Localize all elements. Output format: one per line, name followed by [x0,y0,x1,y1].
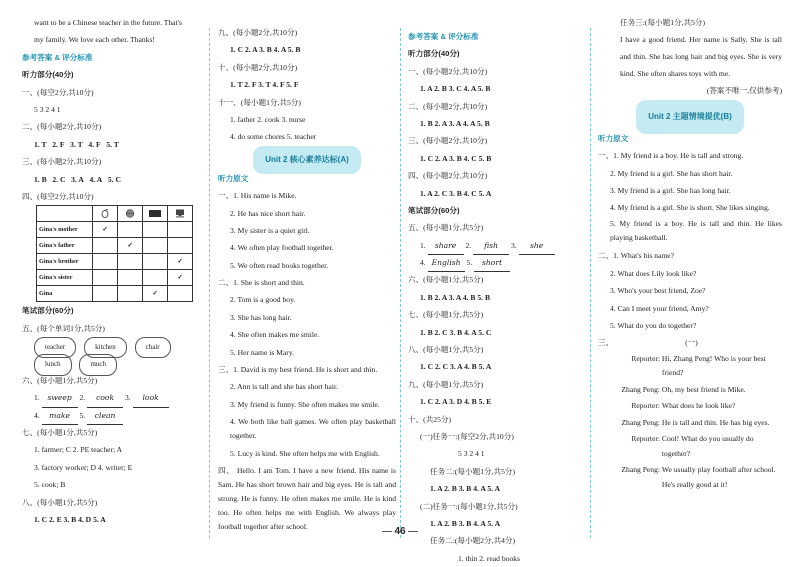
handwritten-word: short [474,254,510,272]
answer-row [22,354,200,371]
script-line: 2. My friend is a girl. She has short hair. [610,168,733,178]
answer: 1. C 2. A 3. D 4. B 5. E [420,397,492,407]
page-number: 46 [375,526,425,537]
script-line: 5. What do you do together? [610,320,697,330]
word-bubble: much [79,354,117,375]
question-title: 一、(每空2分,共10分) [22,87,94,97]
section-title: 听力部分(40分) [22,70,74,80]
script-line: 2. Tom is a good boy. [230,295,296,305]
answer: 5 3 2 4 1 [34,104,61,114]
question-title: 五、(每个单词1分,共5分) [22,323,105,333]
word-bubble: lunch [34,354,72,375]
answer-row [22,337,200,354]
unit-banner-wrap [218,146,396,170]
question-title: 二、(每小题2分,共10分) [408,101,488,111]
answer-header: 参考答案 & 评分标准 [408,32,479,41]
task-title: 任务二:(每小题2分,共4分) [430,536,516,546]
answer: 1. farmer; C 2. PE teacher; A [34,445,123,455]
speaker: Zhang Peng: [621,384,660,394]
dialogue-line [598,399,782,414]
question-title: 九、(每小题2分,共10分) [218,28,298,37]
speaker: Reporter: [631,401,660,411]
answer: 2. C [52,174,66,184]
handwritten-word: she [519,237,555,255]
question-title: 五、(每小题1分,共5分) [408,223,484,233]
handwritten-word: look [133,389,169,407]
question-title: 六、(每小题1分,共5分) [22,375,98,385]
question-title: 七、(每小题1分,共5分) [408,310,484,320]
utterance: Oh, my best friend is Mike. [661,384,746,394]
task-title: 任务三:(每小题1分,共5分) [620,18,706,27]
script-line: 2. He has nice short hair. [230,208,306,218]
model-answer: I have a good friend. Her name is Sally. She is tall and thin. She has long hair and big eyes. She is very kind. She often shares toys with me. [620,35,782,79]
script-line: 3. My sister is a quiet girl. [230,225,310,235]
answer-row: 4. English 5. short [408,254,586,271]
script-paragraph: 四、 Hello. I am Tom. I have a new friend. His name is Sam. He has short brown hair and big eyes. He is tall and strong. He is funny. He often makes me smile. He is kind too. He often helps me with English. We always play football together after school. [218,465,396,531]
question-title: 七、(每小题1分,共5分) [22,428,98,438]
script-line: 5. My friend is a boy. He is tall and thin. He likes playing basketball. [610,219,782,243]
answer: 1. A 2. B 3. B 4. A 5. A [430,518,501,528]
script-line [598,334,782,351]
answer: 1. B [34,174,47,184]
script-header: 听力原文 [218,173,249,183]
question-title: 四、(每小题2分,共10分) [408,171,488,181]
answer-row [22,136,200,153]
dialogue [598,352,782,493]
answer: 1. C 2. A 3. B 4. A 5. B [230,45,301,55]
note: (答案不唯一,仅供参考) [706,86,782,96]
table-row-label: Gina [37,286,93,302]
script-line: 三、1. David is my best friend. He is short and thin. [218,365,378,375]
script-line: 2. What does Lily look like? [610,268,697,278]
answer: 1. C 2. A 3. B 4. C 5. B [420,153,492,163]
utterance: He is tall and thin. He has big eyes. [661,417,770,427]
question-title: 八、(每小题1分,共5分) [22,497,98,507]
text-line: my family. We love each other. Thanks! [34,35,155,45]
handwritten-word: sweep [42,389,78,407]
question-title: 一、(每小题2分,共10分) [408,66,488,76]
unit-banner: Unit 2 主题情境提优(B) [636,100,744,134]
handwritten-word: clean [87,407,123,425]
answer-row [22,171,200,188]
script-line: 3. She has long hair. [230,312,292,322]
script-line: 4. My friend is a girl. She is short. She likes singing. [610,203,770,213]
answer: 5 3 2 4 1 [458,449,485,459]
column-divider [590,28,591,538]
script-line: 一、1. My friend is a boy. He is tall and strong. [598,151,744,161]
question-title: 四、(每空2分,共10分) [22,191,94,201]
word-bubble: kitchen [84,337,127,358]
answer: 1. father 2. cook 3. nurse [230,114,306,124]
column-divider [400,28,401,538]
blackboard-icon [143,206,168,222]
dialogue-line [598,416,782,431]
section-title: 笔试部分(60分) [22,306,74,316]
column-4 [598,0,782,492]
section-number: 三、 [598,338,614,348]
task-title: 任务二:(每小题1分,共5分) [430,466,516,476]
question-title: 三、(每小题2分,共10分) [22,157,102,167]
dialogue-line [598,463,782,492]
table-row-label: Gina's brother [37,254,93,270]
answer: 1. C 2. E 3. B 4. D 5. A [34,514,106,524]
script-line: 3. My friend is a girl. She has long hair. [610,185,731,195]
unit-banner: Unit 2 核心素养达标(A) [253,146,361,174]
answer: 1. B 2. A 3. A 4. B 5. B [420,292,491,302]
table-row-label: Gina's sister [37,270,93,286]
question-title: 九、(每小题1分,共5分) [408,379,484,389]
script-line: 二、1. What's his name? [598,251,675,261]
speaker: Zhang Peng: [621,417,660,427]
utterance: We usually play football after school. He's really good at it! [661,465,776,489]
answer: 1. T [34,139,47,149]
answer: 1. B 2. A 3. A 4. A 5. B [420,118,490,128]
violin-icon [93,206,118,222]
script-line: 4. We both like ball games. We often play basketball together. [230,417,396,441]
answer: 3. A [71,174,84,184]
column-1 [22,0,200,528]
question-title: 八、(每小题1分,共5分) [408,345,484,355]
script-line: 5. We often read books together. [230,260,329,270]
answer-row: 1. share 2. fish 3. she [408,237,586,254]
computer-icon [168,206,193,222]
answer: 1. A 2. B 3. B 4. A 5. A [430,484,501,494]
task-title: (二)任务一:(每小题1分,共5分) [420,501,518,511]
answer-header: 参考答案 & 评分标准 [22,52,93,62]
answer: 4. A [89,174,103,184]
word-bubble: teacher [34,337,76,358]
handwritten-word: share [428,237,464,255]
answer: 1. A 2. B 3. C 4. A 5. B [420,84,491,94]
answer-row: 4. make 5. clean [22,407,200,424]
script-line: 5. Her name is Mary. [230,347,295,357]
answer: 2. F [52,139,65,149]
handwritten-word: English [428,254,465,272]
unit-banner-wrap [598,100,782,130]
dialogue-line [598,383,782,398]
script-line: 一、1. His name is Mike. [218,191,297,201]
answer: 1. A 2. C 3. B 4. C 5. A [420,188,492,198]
speaker: Reporter: [631,353,660,363]
script-line: 二、1. She is short and thin. [218,278,305,288]
question-title: 十、(共25分) [408,414,452,424]
question-title: 六、(每小题1分,共5分) [408,275,484,285]
question-title: 三、(每小题2分,共10分) [408,136,488,146]
column-divider [209,28,210,538]
table-row-label: Gina's mother [37,222,93,238]
section-title: 笔试部分(60分) [408,205,460,215]
answer: 1. T 2. F 3. T 4. F 5. F [230,80,299,90]
subsection: (一) [685,338,698,348]
script-header: 听力原文 [598,133,629,143]
column-3 [408,0,586,567]
question-title: 二、(每小题2分,共10分) [22,122,102,132]
answer: 5. C [107,174,121,184]
handwritten-word: fish [473,237,509,255]
utterance: What does he look like? [661,401,736,411]
task-title: (一)任务一:(每空2分,共10分) [420,431,514,441]
word-bubble: chair [135,337,171,358]
answer: 4. do some chores 5. teacher [230,132,317,142]
answer-row: 1. sweep 2. cook 3. look [22,389,200,406]
script-line: 4. Can I meet your friend, Amy? [610,303,709,313]
handwritten-word: make [42,407,78,425]
question-title: 十、(每小题2分,共10分) [218,62,298,72]
answer: 3. factory worker; D 4. writer; E [34,462,133,472]
section-title: 听力部分(40分) [408,49,460,59]
utterance: Hi, Zhang Peng! Who is your best friend? [661,353,766,378]
handwritten-word: cook [87,389,123,407]
answer: 3. T [70,139,83,149]
dialogue-line [598,432,782,461]
speaker: Reporter: [631,434,660,444]
answer-table: Gina's mother ✓ Gina's father ✓ Gina's brother ✓ Gina's sister ✓ Gina ✓ [36,205,193,302]
script-line: 4. She often makes me smile. [230,330,320,340]
script-line: 3. Who's your best friend, Zoe? [610,286,706,296]
answer: 5. cook; B [34,480,66,490]
answer: 4. F [88,139,101,149]
utterance: Cool! What do you usually do together? [661,434,754,458]
script-line: 3. My friend is funny. She often makes me smile. [230,399,380,409]
text-line: want to be a Chinese teacher in the future. That's [34,18,182,27]
answer: 1. B 2. C 3. B 4. A 5. C [420,327,492,337]
script-line: 5. Lucy is kind. She often helps me with English. [230,449,380,459]
table-row-label: Gina's father [37,238,93,254]
dialogue-line [598,352,782,381]
answer: 1. C 2. C 3. A 4. B 5. A [420,362,492,372]
speaker: Zhang Peng: [621,465,660,475]
answer: 1. thin 2. read books [458,553,521,563]
script-line: 2. Ann is tall and she has short hair. [230,382,338,392]
answer: 5. T [106,139,119,149]
column-2 [218,0,396,534]
script-line: 4. We often play football together. [230,243,334,253]
question-title: 十一、(每小题1分,共5分) [218,97,301,107]
basketball-icon [118,206,143,222]
